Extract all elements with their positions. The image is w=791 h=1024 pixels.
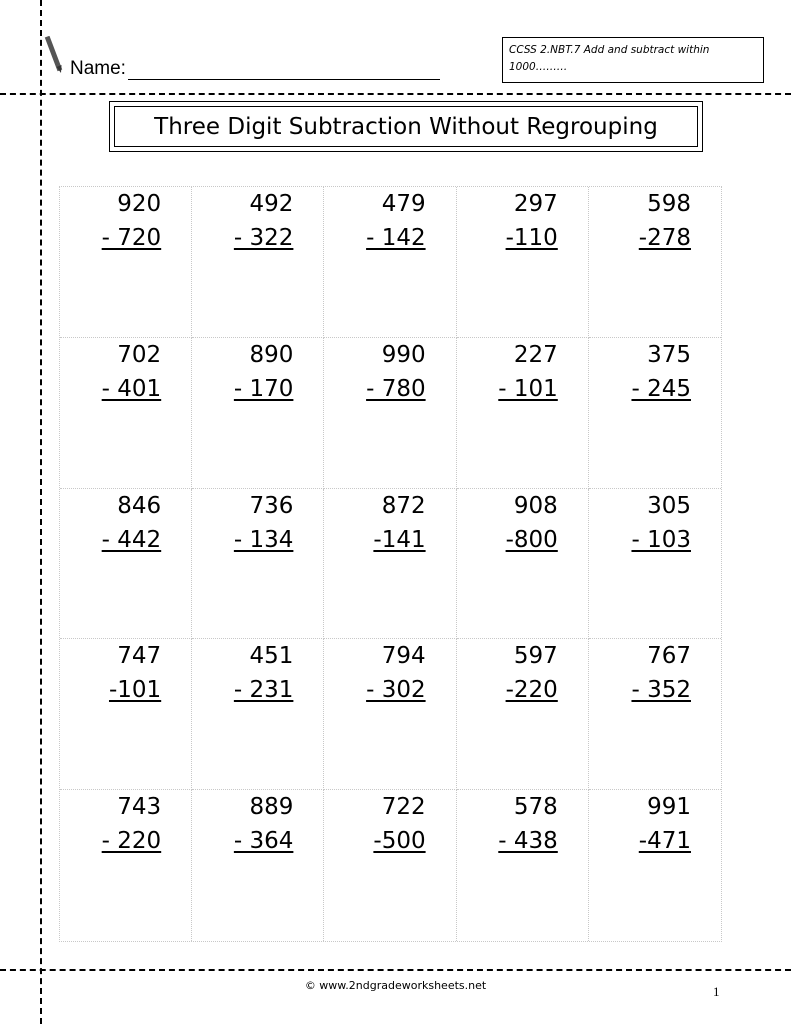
subtraction-problem: [373, 790, 425, 858]
minuend: 722: [381, 794, 426, 821]
subtraction-problem: [234, 187, 294, 255]
subtrahend: - 134: [233, 526, 294, 553]
subtrahend: -220: [505, 677, 558, 704]
subtraction-problem: [102, 790, 162, 858]
subtrahend: - 245: [631, 375, 691, 402]
subtraction-problem: [109, 639, 161, 707]
minuend: 598: [647, 191, 691, 217]
title-box: [109, 101, 703, 152]
standard-text: CCSS 2.NBT.7 Add and subtract within 1000………: [509, 44, 710, 73]
problem-cell: [589, 338, 721, 489]
subtrahend: -278: [638, 225, 691, 251]
subtrahend: - 364: [233, 828, 294, 855]
problem-cell: [324, 489, 456, 640]
problem-cell: [60, 187, 192, 338]
subtraction-problem: [373, 489, 425, 557]
minuend: 479: [381, 191, 426, 217]
subtraction-problem: [498, 338, 558, 406]
name-blank-line[interactable]: [128, 61, 440, 80]
problem-cell: [457, 790, 589, 941]
subtraction-problem: [234, 489, 294, 557]
problem-cell: [589, 639, 721, 790]
subtrahend: - 231: [233, 677, 294, 704]
subtraction-problem: [366, 187, 426, 255]
minuend: 375: [647, 341, 691, 368]
problem-cell: [324, 790, 456, 941]
subtraction-problem: [631, 639, 691, 707]
problem-cell: [457, 639, 589, 790]
subtraction-problem: [234, 338, 294, 406]
subtrahend: - 322: [233, 225, 294, 251]
subtraction-problem: [506, 187, 558, 255]
problem-cell: [324, 338, 456, 489]
subtraction-problem: [498, 790, 558, 858]
problem-cell: [192, 489, 324, 640]
subtraction-problem: [102, 489, 162, 557]
subtrahend: - 438: [498, 828, 558, 855]
subtrahend: - 302: [366, 677, 426, 704]
minuend: 297: [513, 191, 558, 217]
subtrahend: - 101: [498, 375, 558, 402]
subtrahend: - 780: [366, 375, 426, 402]
subtraction-problem: [506, 489, 558, 557]
problem-cell: [457, 338, 589, 489]
minuend: 597: [513, 643, 558, 670]
page-number: 1: [713, 984, 720, 999]
minuend: 991: [647, 794, 691, 821]
subtrahend: -110: [505, 225, 558, 251]
minuend: 908: [513, 492, 558, 519]
problem-cell: [60, 489, 192, 640]
subtrahend: - 720: [101, 225, 162, 251]
subtrahend: - 352: [631, 677, 691, 704]
subtraction-problem: [506, 639, 558, 707]
minuend: 889: [249, 794, 294, 821]
copyright-footer: © www.2ndgradeworksheets.net: [304, 979, 487, 992]
name-field[interactable]: [70, 58, 440, 80]
problem-cell: [192, 790, 324, 941]
subtrahend: -101: [108, 677, 162, 704]
problem-cell: [589, 187, 721, 338]
subtraction-problem: [639, 790, 691, 858]
problem-cell: [324, 187, 456, 338]
problem-cell: [192, 187, 324, 338]
subtraction-problem: [102, 187, 162, 255]
problem-cell: [60, 639, 192, 790]
subtrahend: -800: [505, 526, 558, 553]
name-label: Name:: [70, 58, 126, 79]
problem-cell: [60, 790, 192, 941]
subtraction-problem: [234, 639, 294, 707]
problem-cell: [60, 338, 192, 489]
subtrahend: -141: [373, 526, 426, 553]
bottom-cut-line: [0, 969, 791, 971]
problem-grid: [59, 186, 722, 942]
subtrahend: -471: [638, 828, 691, 855]
subtrahend: - 220: [101, 828, 162, 855]
subtrahend: - 401: [101, 375, 162, 402]
subtraction-problem: [366, 639, 426, 707]
minuend: 794: [381, 643, 426, 670]
minuend: 227: [513, 341, 558, 368]
subtraction-problem: [102, 338, 162, 406]
subtraction-problem: [234, 790, 294, 858]
standard-box: [502, 37, 764, 83]
subtrahend: - 442: [101, 526, 162, 553]
minuend: 872: [381, 492, 426, 519]
minuend: 890: [249, 341, 294, 368]
minuend: 846: [117, 492, 162, 519]
problem-cell: [457, 489, 589, 640]
minuend: 767: [647, 643, 691, 670]
subtrahend: - 103: [631, 526, 691, 553]
subtraction-problem: [366, 338, 426, 406]
minuend: 451: [249, 643, 294, 670]
problem-cell: [589, 489, 721, 640]
minuend: 702: [117, 341, 162, 368]
subtraction-problem: [639, 187, 691, 255]
problem-cell: [192, 338, 324, 489]
problem-cell: [192, 639, 324, 790]
minuend: 578: [513, 794, 558, 821]
subtraction-problem: [631, 338, 691, 406]
subtrahend: - 170: [233, 375, 294, 402]
minuend: 305: [647, 492, 691, 519]
minuend: 747: [117, 643, 162, 670]
minuend: 743: [117, 794, 162, 821]
page-title: Three Digit Subtraction Without Regrouping: [114, 106, 698, 147]
minuend: 990: [381, 341, 426, 368]
minuend: 920: [117, 191, 162, 217]
pencil-icon: [44, 36, 64, 76]
minuend: 736: [249, 492, 294, 519]
minuend: 492: [249, 191, 294, 217]
subtrahend: -500: [373, 828, 426, 855]
problem-cell: [589, 790, 721, 941]
problem-cell: [324, 639, 456, 790]
problem-cell: [457, 187, 589, 338]
vertical-cut-line: [40, 0, 42, 1024]
subtrahend: - 142: [366, 225, 426, 251]
top-cut-line: [0, 93, 791, 95]
subtraction-problem: [631, 489, 691, 557]
